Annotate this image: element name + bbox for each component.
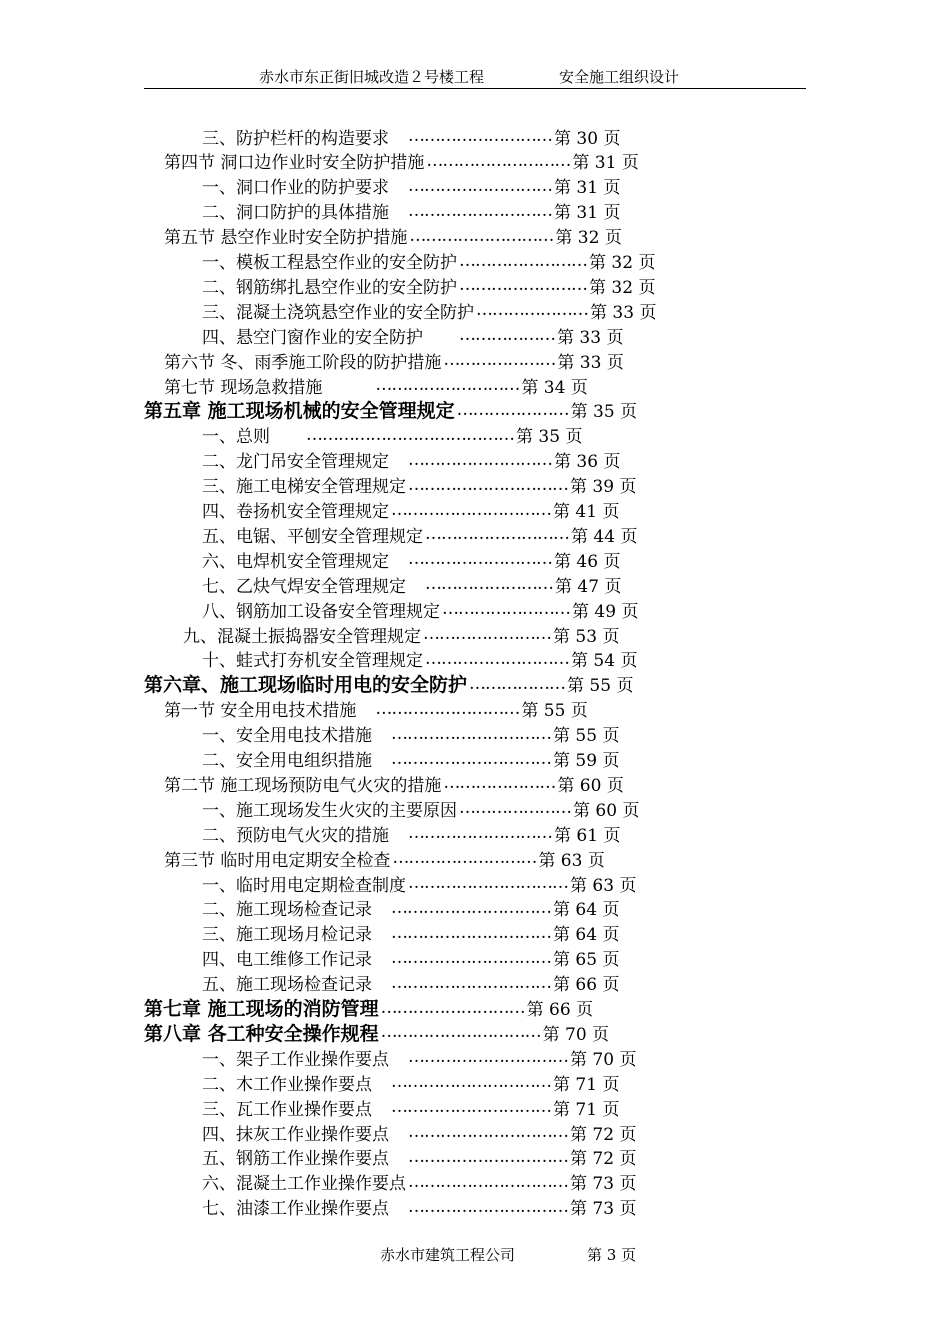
toc-entry-title: 四、卷扬机安全管理规定	[202, 502, 389, 522]
toc-entry[interactable]	[202, 1170, 636, 1194]
toc-entry[interactable]	[202, 522, 637, 546]
toc-leader-dots: ………………………	[426, 150, 571, 171]
toc-page-number: 第 66 页	[526, 1000, 594, 1020]
toc-entry-title: 四、抹灰工作业操作要点	[202, 1124, 406, 1145]
toc-entry[interactable]	[202, 896, 619, 920]
toc-leader-dots: ………………………	[408, 175, 552, 196]
toc-page-number: 第 63 页	[538, 850, 605, 871]
toc-leader-dots: …………………………	[408, 1047, 568, 1068]
header-doc-title: 安全施工组织设计	[559, 68, 680, 86]
toc-entry[interactable]	[164, 348, 624, 372]
toc-entry-title: 十、蛙式打夯机安全管理规定	[202, 651, 423, 672]
toc-entry[interactable]	[202, 821, 620, 845]
toc-entry[interactable]	[202, 722, 619, 746]
toc-page-number: 第 35 页	[570, 402, 638, 423]
toc-entry-title: 一、模板工程悬空作业的安全防护	[202, 253, 457, 273]
toc-entry[interactable]	[164, 373, 588, 397]
toc-entry-title: 一、架子工作业操作要点	[202, 1049, 406, 1070]
toc-leader-dots: …………………………	[391, 947, 551, 968]
toc-page-number: 第 33 页	[557, 327, 624, 348]
toc-page-number: 第 63 页	[570, 875, 637, 896]
footer-page-number: 第 3 页	[587, 1246, 637, 1264]
toc-page-number: 第 31 页	[554, 203, 621, 224]
toc-leader-dots: …………………………	[380, 1022, 541, 1043]
toc-entry[interactable]	[202, 921, 619, 945]
toc-leader-dots: ………………………	[408, 126, 552, 146]
toc-page-number: 第 55 页	[567, 676, 634, 697]
toc-entry[interactable]	[202, 871, 636, 895]
toc-entry-title: 一、临时用电定期检查制度	[202, 875, 406, 896]
toc-entry-title: 四、悬空门窗作业的安全防护	[202, 327, 457, 348]
toc-page-number: 第 72 页	[570, 1149, 637, 1170]
toc-entry[interactable]	[202, 199, 620, 223]
toc-entry[interactable]	[202, 597, 638, 621]
toc-entry[interactable]	[202, 249, 655, 273]
toc-page-number: 第 39 页	[570, 477, 637, 498]
toc-entry-title: 一、总则	[202, 427, 304, 448]
toc-leader-dots: …………………	[456, 399, 569, 420]
toc-page-number: 第 46 页	[554, 551, 621, 572]
toc-leader-dots: ………………………	[375, 698, 520, 719]
toc-leader-dots: ……………………	[423, 624, 551, 644]
toc-leader-dots: ………………………	[409, 225, 554, 246]
toc-entry-title: 五、电锯、平刨安全管理规定	[202, 526, 423, 547]
toc-entry[interactable]	[202, 946, 619, 970]
toc-entry-title: 第六章、施工现场临时用电的安全防护	[144, 674, 468, 697]
toc-page-number: 第 32 页	[589, 277, 656, 298]
toc-page-number: 第 53 页	[553, 626, 620, 647]
toc-page-number: 第 34 页	[521, 377, 588, 398]
toc-leader-dots: ………………	[459, 325, 555, 346]
toc-entry-title: 二、施工现场检查记录	[202, 900, 389, 921]
toc-page-number: 第 71 页	[553, 1099, 620, 1120]
toc-entry-title: 五、施工现场检查记录	[202, 975, 389, 996]
toc-entry-title: 第八章 各工种安全操作规程	[144, 1022, 379, 1045]
toc-page-number: 第 72 页	[570, 1124, 637, 1145]
toc-page-number: 第 71 页	[553, 1074, 620, 1095]
toc-entry-title: 六、电焊机安全管理规定	[202, 551, 406, 572]
toc-entry-title: 七、油漆工作业操作要点	[202, 1199, 406, 1220]
toc-entry-title: 三、施工现场月检记录	[202, 925, 389, 946]
toc-entry-title: 三、混凝土浇筑悬空作业的安全防护	[202, 302, 474, 323]
page-footer	[380, 1244, 636, 1265]
toc-leader-dots: …………………………	[408, 1146, 568, 1167]
toc-leader-dots: ………………………	[425, 524, 569, 545]
toc-leader-dots: ………………………	[380, 997, 525, 1018]
toc-page-number: 第 70 页	[570, 1049, 637, 1070]
toc-page-number: 第 44 页	[571, 526, 638, 547]
toc-entry-title: 四、电工维修工作记录	[202, 950, 389, 971]
toc-entry[interactable]	[202, 1195, 636, 1219]
toc-entry-title: 第一节 安全用电技术措施	[164, 701, 374, 722]
toc-leader-dots: …………………………	[408, 474, 568, 495]
toc-entry[interactable]	[183, 622, 619, 646]
toc-entry[interactable]	[202, 273, 655, 297]
toc-leader-dots: …………………………	[391, 972, 551, 993]
toc-leader-dots: ………………………	[408, 823, 552, 844]
toc-entry[interactable]	[202, 174, 620, 198]
toc-entry-title: 一、洞口作业的防护要求	[202, 178, 406, 199]
toc-entry-title: 第二节 施工现场预防电气火灾的措施	[164, 775, 442, 796]
toc-entry[interactable]	[202, 1120, 636, 1144]
toc-entry[interactable]	[202, 647, 637, 671]
toc-entry-title: 二、安全用电组织措施	[202, 751, 389, 771]
toc-leader-dots: ………………………	[392, 848, 537, 869]
toc-page-number: 第 60 页	[557, 775, 624, 796]
toc-entry[interactable]	[202, 796, 639, 820]
toc-leader-dots: …………………………………	[306, 424, 514, 445]
toc-page-number: 第 33 页	[557, 352, 624, 373]
toc-page-number: 第 73 页	[570, 1174, 637, 1195]
toc-leader-dots: ………………………	[425, 648, 569, 669]
toc-entry-title: 第三节 临时用电定期安全检查	[164, 850, 391, 871]
toc-entry-title: 二、木工作业操作要点	[202, 1074, 389, 1095]
toc-entry-title: 六、混凝土工作业操作要点	[202, 1174, 406, 1195]
toc-page-number: 第 41 页	[553, 502, 620, 522]
toc-entry-title: 二、洞口防护的具体措施	[202, 203, 406, 224]
toc-leader-dots: …………………………	[408, 1122, 568, 1142]
toc-leader-dots: …………………………	[391, 499, 551, 520]
toc-entry[interactable]	[202, 298, 656, 322]
toc-entry-title: 第七章 施工现场的消防管理	[144, 998, 379, 1020]
toc-page-number: 第 66 页	[553, 975, 620, 996]
toc-page-number: 第 35 页	[516, 427, 583, 448]
toc-entry-title: 二、钢筋绑扎悬空作业的安全防护	[202, 277, 457, 298]
toc-leader-dots: …………………	[459, 798, 571, 819]
toc-leader-dots: ………………………	[375, 375, 520, 395]
toc-leader-dots: ……………………	[459, 250, 587, 271]
toc-leader-dots: ………………………	[408, 200, 552, 221]
toc-entry-title: 九、混凝土振捣器安全管理规定	[183, 626, 421, 647]
toc-entry-title: 三、施工电梯安全管理规定	[202, 477, 406, 498]
toc-leader-dots: …………………	[476, 300, 588, 321]
toc-page-number: 第 59 页	[553, 751, 620, 771]
toc-entry-title: 三、防护栏杆的构造要求	[202, 128, 406, 149]
toc-page-number: 第 32 页	[589, 253, 656, 273]
toc-page-number: 第 30 页	[554, 128, 621, 149]
toc-entry[interactable]	[202, 1095, 619, 1119]
toc-page-number: 第 64 页	[553, 900, 620, 921]
toc-entry-title: 二、龙门吊安全管理规定	[202, 452, 406, 473]
toc-page-number: 第 70 页	[542, 1024, 610, 1045]
toc-entry[interactable]	[202, 747, 619, 771]
toc-entry[interactable]	[164, 846, 605, 870]
toc-page-number: 第 49 页	[572, 601, 639, 622]
toc-leader-dots: ……………………	[442, 599, 570, 620]
toc-page-number: 第 32 页	[555, 228, 622, 249]
toc-leader-dots: ……………………	[425, 574, 553, 595]
toc-chapter-entry[interactable]	[144, 996, 593, 1020]
toc-entry-title: 二、预防电气火灾的措施	[202, 825, 406, 846]
toc-entry-title: 第六节 冬、雨季施工阶段的防护措施	[164, 352, 442, 373]
toc-page-number: 第 60 页	[573, 800, 640, 821]
toc-entry-title: 七、乙炔气焊安全管理规定	[202, 576, 423, 597]
toc-page-number: 第 31 页	[554, 178, 621, 199]
toc-entry-title: 第五章 施工现场机械的安全管理规定	[144, 400, 455, 423]
toc-entry-title: 第七节 现场急救措施	[164, 377, 374, 398]
toc-leader-dots: …………………	[443, 350, 556, 371]
toc-page-number: 第 61 页	[554, 825, 621, 846]
toc-entry[interactable]	[202, 498, 619, 522]
toc-leader-dots: …………………………	[391, 1072, 551, 1093]
toc-leader-dots: ……………………	[459, 275, 587, 296]
toc-page-number: 第 55 页	[553, 726, 620, 747]
toc-entry[interactable]	[202, 1070, 619, 1094]
toc-entry-title: 第五节 悬空作业时安全防护措施	[164, 228, 408, 249]
toc-entry[interactable]	[202, 423, 582, 447]
toc-entry[interactable]	[202, 572, 621, 596]
toc-entry[interactable]	[202, 1145, 636, 1169]
toc-page-number: 第 31 页	[572, 153, 639, 174]
toc-leader-dots: ………………………	[408, 449, 552, 470]
toc-leader-dots: …………………………	[391, 1097, 551, 1118]
toc-entry[interactable]	[202, 547, 620, 571]
toc-page-number: 第 33 页	[590, 302, 657, 323]
toc-leader-dots: ………………………	[408, 549, 552, 570]
toc-leader-dots: …………………………	[408, 873, 568, 893]
toc-chapter-entry[interactable]	[144, 672, 633, 696]
toc-page-number: 第 55 页	[521, 701, 588, 722]
header-project: 赤水市东正街旧城改造２号楼工程	[259, 68, 485, 86]
footer-company: 赤水市建筑工程公司	[380, 1246, 516, 1264]
toc-page-number: 第 54 页	[571, 651, 638, 672]
toc-entry[interactable]	[202, 124, 620, 148]
toc-leader-dots: …………………………	[391, 922, 551, 943]
toc-entry-title: 一、施工现场发生火灾的主要原因	[202, 800, 457, 821]
toc-leader-dots: …………………………	[408, 1171, 568, 1192]
toc-entry[interactable]	[164, 771, 624, 795]
toc-entry[interactable]	[202, 473, 636, 497]
toc-page-number: 第 65 页	[553, 950, 620, 971]
toc-leader-dots: …………………………	[408, 1196, 568, 1217]
toc-chapter-entry[interactable]	[144, 1020, 609, 1044]
toc-chapter-entry[interactable]	[144, 398, 637, 422]
toc-leader-dots: …………………………	[391, 723, 551, 744]
toc-entry[interactable]	[202, 323, 623, 347]
toc-entry-title: 八、钢筋加工设备安全管理规定	[202, 601, 440, 622]
toc-entry[interactable]	[202, 971, 619, 995]
toc-page-number: 第 36 页	[554, 452, 621, 473]
toc-entry-title: 第四节 洞口边作业时安全防护措施	[164, 153, 425, 174]
toc-page-number: 第 47 页	[555, 576, 622, 597]
toc-leader-dots: …………………	[443, 773, 556, 794]
toc-leader-dots: …………………………	[391, 748, 551, 769]
toc-leader-dots: …………………………	[391, 897, 551, 918]
toc-entry[interactable]	[164, 149, 639, 173]
toc-page-number: 第 73 页	[570, 1199, 637, 1220]
toc-entry-title: 五、钢筋工作业操作要点	[202, 1149, 406, 1170]
toc-entry[interactable]	[164, 697, 588, 721]
toc-entry-title: 三、瓦工作业操作要点	[202, 1099, 389, 1120]
toc-entry[interactable]	[202, 448, 620, 472]
toc-entry-title: 一、安全用电技术措施	[202, 726, 389, 747]
toc-leader-dots: ………………	[469, 673, 566, 694]
toc-entry[interactable]	[202, 1045, 636, 1069]
toc-page-number: 第 64 页	[553, 925, 620, 946]
toc-entry[interactable]	[164, 224, 622, 248]
